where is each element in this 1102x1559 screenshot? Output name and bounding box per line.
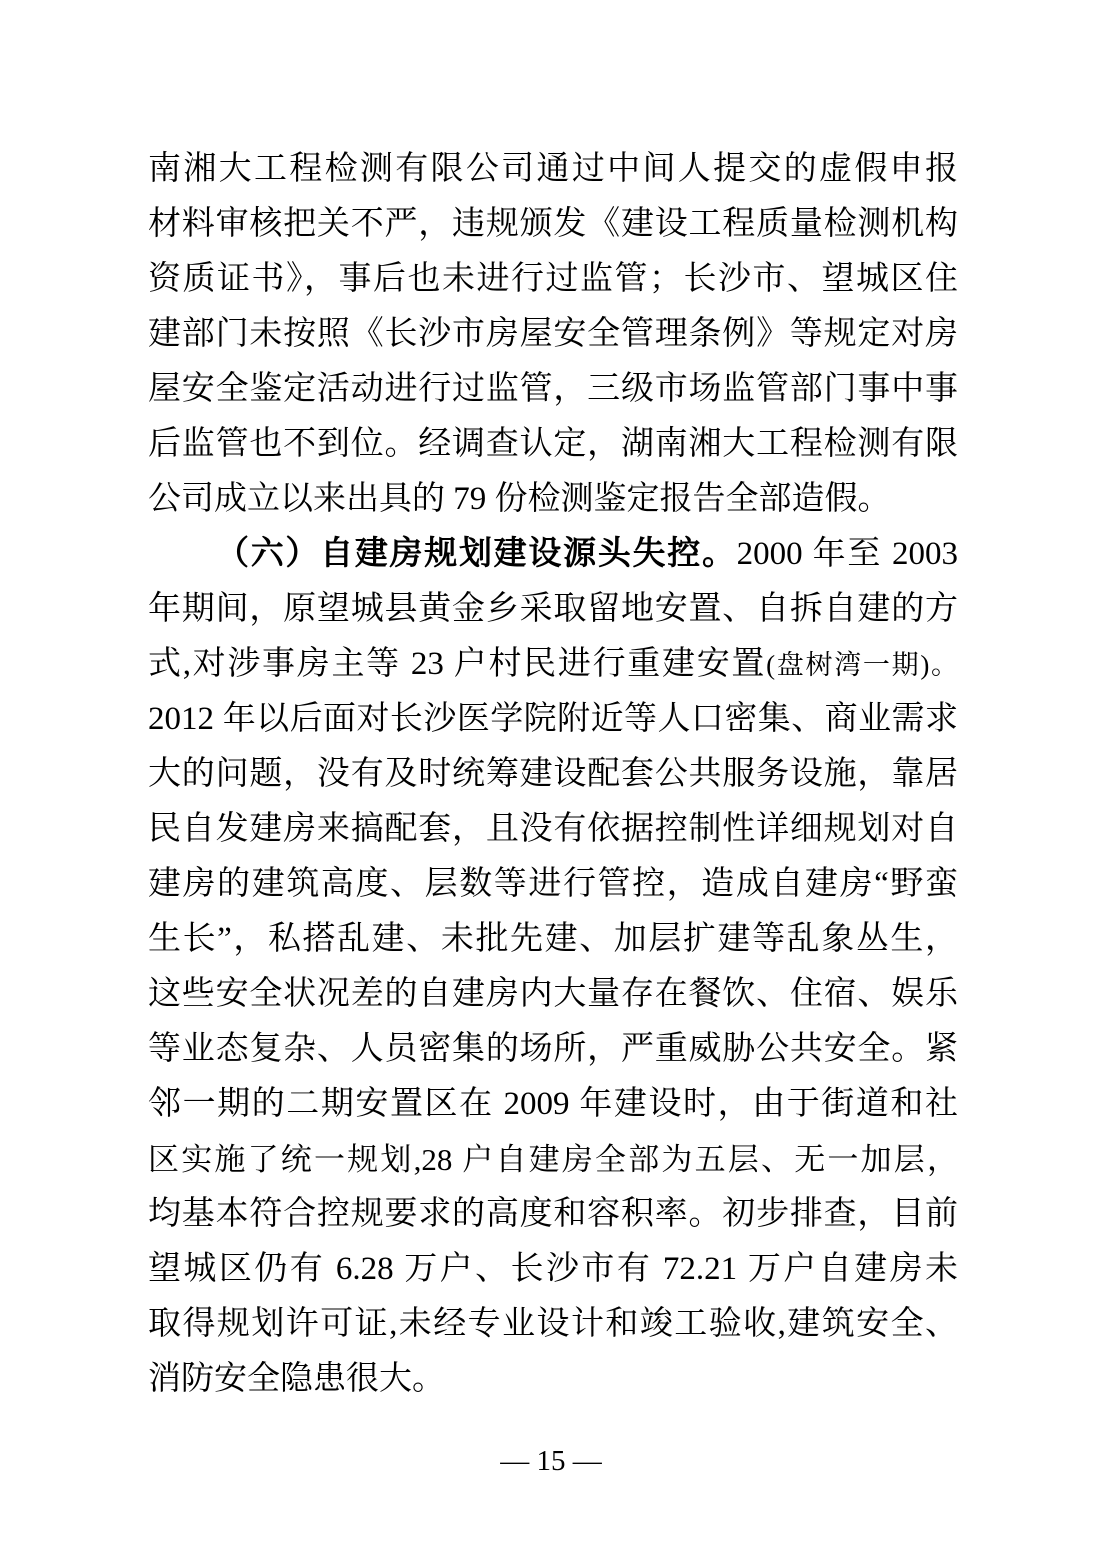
text-line: 望城区仍有 6.28 万户、长沙市有 72.21 万户自建房未 (148, 1251, 958, 1287)
line-main-text: 式,对涉事房主等 23 户村民进行重建安置 (148, 646, 767, 682)
page-number: — 15 — (500, 1445, 602, 1477)
text-line-with-parenthetical (148, 637, 958, 692)
parenthetical-note: (盘树湾一期)。 (766, 650, 959, 680)
text-line: 资质证书》，事后也未进行过监管；长沙市、望城区住 (148, 261, 958, 297)
text-line: 均基本符合控规要求的高度和容积率。初步排查，目前 (148, 1196, 958, 1232)
text-line: 区实施了统一规划,28 户自建房全部为五层、无一加层， (148, 1142, 958, 1177)
text-line: 屋安全鉴定活动进行过监管，三级市场监管部门事中事 (148, 371, 958, 407)
text-line: 邻一期的二期安置区在 2009 年建设时，由于街道和社 (148, 1086, 958, 1122)
text-line: 后监管也不到位。经调查认定，湖南湘大工程检测有限 (148, 426, 958, 462)
text-line: 建房的建筑高度、层数等进行管控，造成自建房“野蛮 (148, 866, 958, 902)
text-line: 建部门未按照《长沙市房屋安全管理条例》等规定对房 (148, 316, 958, 352)
text-line: 消防安全隐患很大。 (148, 1361, 445, 1397)
body-text (148, 142, 958, 1407)
text-line: 大的问题，没有及时统筹建设配套公共服务设施，靠居 (148, 756, 958, 792)
section-heading-line (148, 527, 958, 582)
text-line: 这些安全状况差的自建房内大量存在餐饮、住宿、娱乐 (148, 976, 958, 1012)
heading-rest-text: 2000 年至 2003 (736, 536, 959, 572)
text-line: 民自发建房来搞配套，且没有依据控制性详细规划对自 (148, 811, 958, 847)
text-line: 材料审核把关不严，违规颁发《建设工程质量检测机构 (148, 206, 958, 242)
text-line: 生长”，私搭乱建、未批先建、加层扩建等乱象丛生， (148, 921, 958, 957)
text-line: 等业态复杂、人员密集的场所，严重威胁公共安全。紧 (148, 1031, 958, 1067)
text-line: 南湘大工程检测有限公司通过中间人提交的虚假申报 (148, 151, 958, 187)
section-heading: （六）自建房规划建设源头失控。 (216, 536, 737, 572)
text-line: 取得规划许可证,未经专业设计和竣工验收,建筑安全、 (148, 1306, 958, 1342)
text-line: 年期间，原望城县黄金乡采取留地安置、自拆自建的方 (148, 591, 958, 627)
text-line: 2012 年以后面对长沙医学院附近等人口密集、商业需求 (148, 701, 958, 737)
text-line: 公司成立以来出具的 79 份检测鉴定报告全部造假。 (148, 481, 891, 517)
